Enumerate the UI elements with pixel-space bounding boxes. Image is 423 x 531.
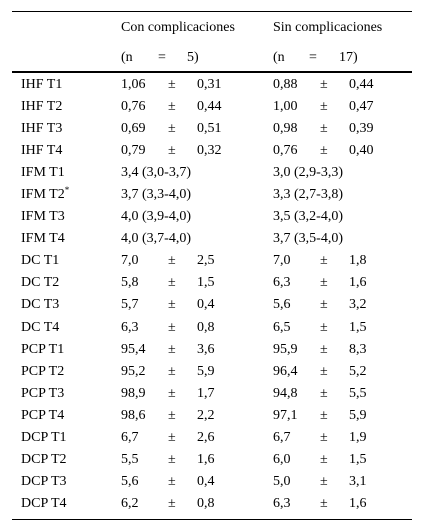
- value: 3,3 (2,7-3,8): [273, 187, 343, 203]
- value: 5,7: [121, 297, 139, 313]
- value-cell-con: [121, 162, 273, 184]
- table-row: [0, 272, 423, 294]
- value: 7,0: [273, 253, 291, 269]
- plus-minus: ±: [320, 99, 328, 115]
- row-label-text: DC T4: [21, 319, 60, 335]
- header-n: [273, 49, 413, 67]
- value: 1,8: [349, 253, 367, 269]
- header-n: [121, 49, 273, 67]
- plus-minus: ±: [320, 297, 328, 313]
- value-cell-sin: [273, 74, 413, 96]
- value-cell-sin: [273, 493, 413, 515]
- plus-minus: ±: [168, 363, 176, 379]
- row-label: [21, 405, 64, 427]
- value: 3,5 (3,2-4,0): [273, 209, 343, 225]
- value-cell-sin: [273, 118, 413, 140]
- plus-minus: ±: [168, 495, 176, 511]
- value-cell-sin: [273, 272, 413, 294]
- header-title: Con complicaciones: [121, 20, 235, 35]
- value: 1,9: [349, 429, 367, 445]
- value: 0,39: [349, 121, 374, 137]
- row-label: [21, 317, 59, 339]
- row-label-text: PCP T2: [21, 363, 65, 379]
- row-label: [21, 184, 69, 206]
- value: 0,76: [273, 143, 298, 159]
- value-cell-con: [121, 250, 273, 272]
- header-n-part: =: [309, 50, 317, 65]
- value: 6,7: [273, 429, 291, 445]
- plus-minus: ±: [168, 253, 176, 269]
- value: 0,98: [273, 121, 298, 137]
- table-row: [0, 250, 423, 272]
- value-cell-sin: [273, 294, 413, 316]
- value: 6,3: [273, 275, 291, 291]
- value-cell-sin: [273, 427, 413, 449]
- plus-minus: ±: [320, 473, 328, 489]
- value: 1,6: [197, 451, 215, 467]
- value: 1,5: [197, 275, 215, 291]
- row-label: [21, 449, 67, 471]
- value: 2,6: [197, 429, 215, 445]
- table-row: [0, 383, 423, 405]
- row-label: [21, 339, 64, 361]
- value: 3,1: [349, 473, 367, 489]
- value-cell-sin: [273, 250, 413, 272]
- value: 6,3: [121, 319, 139, 335]
- plus-minus: ±: [168, 275, 176, 291]
- value: 1,7: [197, 385, 215, 401]
- table-row: [0, 74, 423, 96]
- value: 4,0 (3,7-4,0): [121, 231, 191, 247]
- value: 5,2: [349, 363, 367, 379]
- value: 5,9: [349, 407, 367, 423]
- table-row: [0, 339, 423, 361]
- value: 94,8: [273, 385, 298, 401]
- header-rule: [12, 71, 412, 73]
- value: 0,44: [349, 77, 374, 92]
- row-label-text: IHF T4: [21, 143, 63, 159]
- value: 3,4 (3,0-3,7): [121, 165, 191, 181]
- value-cell-con: [121, 317, 273, 339]
- table-row: [0, 449, 423, 471]
- table-bottom-rule: [12, 519, 412, 520]
- plus-minus: ±: [168, 341, 176, 357]
- plus-minus: ±: [168, 99, 176, 115]
- header-title: Sin complicaciones: [273, 20, 383, 35]
- plus-minus: ±: [320, 121, 328, 137]
- row-label-text: IFM T3: [21, 209, 65, 225]
- value-cell-sin: [273, 405, 413, 427]
- table-row: [0, 118, 423, 140]
- value: 1,6: [349, 495, 367, 511]
- row-label: [21, 140, 62, 162]
- value: 6,7: [121, 429, 139, 445]
- value-cell-sin: [273, 339, 413, 361]
- row-label-text: IHF T1: [21, 77, 63, 92]
- row-label: [21, 471, 67, 493]
- row-label-text: IFM T4: [21, 231, 65, 247]
- plus-minus: ±: [320, 319, 328, 335]
- table-row: [0, 294, 423, 316]
- value-cell-sin: [273, 96, 413, 118]
- row-label: [21, 228, 65, 250]
- value: 1,5: [349, 451, 367, 467]
- row-label: [21, 250, 59, 272]
- header-n-part: =: [158, 50, 166, 65]
- value: 3,7 (3,5-4,0): [273, 231, 343, 247]
- row-label: [21, 493, 67, 515]
- row-label: [21, 427, 67, 449]
- value-cell-sin: [273, 140, 413, 162]
- value: 0,47: [349, 99, 374, 115]
- value-cell-sin: [273, 184, 413, 206]
- value: 0,44: [197, 99, 222, 115]
- plus-minus: ±: [168, 451, 176, 467]
- plus-minus: ±: [320, 495, 328, 511]
- value: 5,6: [273, 297, 291, 313]
- value-cell-con: [121, 118, 273, 140]
- table-row: [0, 471, 423, 493]
- value: 5,5: [349, 385, 367, 401]
- value-cell-con: [121, 184, 273, 206]
- row-label-text: DCP T4: [21, 495, 67, 511]
- table-top-rule: [12, 11, 412, 12]
- value: 0,32: [197, 143, 222, 159]
- value-cell-sin: [273, 361, 413, 383]
- plus-minus: ±: [168, 297, 176, 313]
- value: 0,79: [121, 143, 146, 159]
- value: 3,6: [197, 341, 215, 357]
- row-label-text: DCP T2: [21, 451, 67, 467]
- value-cell-con: [121, 427, 273, 449]
- plus-minus: ±: [168, 429, 176, 445]
- table-row: [0, 405, 423, 427]
- table-row: [0, 228, 423, 250]
- plus-minus: ±: [168, 319, 176, 335]
- plus-minus: ±: [320, 385, 328, 401]
- value-cell-con: [121, 405, 273, 427]
- value-cell-sin: [273, 228, 413, 250]
- value-cell-sin: [273, 449, 413, 471]
- table-row: [0, 206, 423, 228]
- row-label-text: DC T1: [21, 253, 60, 269]
- row-label: [21, 74, 62, 96]
- value: 6,2: [121, 495, 139, 511]
- value: 0,31: [197, 77, 222, 92]
- value: 1,00: [273, 99, 298, 115]
- plus-minus: ±: [168, 385, 176, 401]
- row-label-text: DCP T3: [21, 473, 67, 489]
- value-cell-con: [121, 228, 273, 250]
- row-label-text: DC T3: [21, 297, 60, 313]
- value-cell-con: [121, 449, 273, 471]
- row-label: [21, 206, 65, 228]
- value: 3,2: [349, 297, 367, 313]
- value-cell-sin: [273, 206, 413, 228]
- value: 95,4: [121, 341, 146, 357]
- value-cell-con: [121, 206, 273, 228]
- row-label: [21, 96, 62, 118]
- plus-minus: ±: [320, 429, 328, 445]
- plus-minus: ±: [320, 451, 328, 467]
- plus-minus: ±: [320, 275, 328, 291]
- row-label: [21, 162, 65, 184]
- table-row: [0, 140, 423, 162]
- row-label-text: PCP T1: [21, 341, 65, 357]
- value: 0,40: [349, 143, 374, 159]
- value-cell-con: [121, 140, 273, 162]
- value: 6,0: [273, 451, 291, 467]
- value: 95,2: [121, 363, 146, 379]
- value: 95,9: [273, 341, 298, 357]
- table-row: [0, 361, 423, 383]
- row-label-text: IFM T1: [21, 165, 65, 181]
- value: 2,5: [197, 253, 215, 269]
- value: 5,5: [121, 451, 139, 467]
- value: 3,7 (3,3-4,0): [121, 187, 191, 203]
- row-label: [21, 361, 64, 383]
- plus-minus: ±: [168, 121, 176, 137]
- row-label-text: DCP T1: [21, 429, 67, 445]
- header-n-part: (n: [273, 50, 285, 65]
- value-cell-con: [121, 361, 273, 383]
- value: 98,9: [121, 385, 146, 401]
- value-cell-con: [121, 493, 273, 515]
- value: 0,4: [197, 297, 215, 313]
- value-cell-con: [121, 74, 273, 96]
- value-cell-con: [121, 294, 273, 316]
- value-cell-con: [121, 96, 273, 118]
- value: 4,0 (3,9-4,0): [121, 209, 191, 225]
- plus-minus: ±: [320, 143, 328, 159]
- value: 5,6: [121, 473, 139, 489]
- footnote-marker: *: [64, 185, 70, 196]
- value: 5,9: [197, 363, 215, 379]
- header-n-part: (n: [121, 50, 133, 65]
- value-cell-sin: [273, 317, 413, 339]
- value-cell-con: [121, 383, 273, 405]
- value: 1,6: [349, 275, 367, 291]
- value: 0,51: [197, 121, 222, 137]
- value: 0,69: [121, 121, 146, 137]
- row-label: [21, 383, 64, 405]
- header-n-part: 5): [187, 50, 199, 65]
- plus-minus: ±: [168, 407, 176, 423]
- table-row: [0, 427, 423, 449]
- value: 8,3: [349, 341, 367, 357]
- value-cell-con: [121, 272, 273, 294]
- plus-minus: ±: [320, 363, 328, 379]
- value: 0,4: [197, 473, 215, 489]
- table-body: [0, 74, 423, 515]
- table-row: [0, 184, 423, 206]
- value: 0,8: [197, 319, 215, 335]
- value: 1,06: [121, 77, 146, 92]
- row-label: [21, 294, 59, 316]
- plus-minus: ±: [168, 473, 176, 489]
- header-n-part: 17): [339, 50, 358, 65]
- row-label-text: PCP T4: [21, 407, 65, 423]
- value-cell-con: [121, 339, 273, 361]
- table-row: [0, 317, 423, 339]
- value: 98,6: [121, 407, 146, 423]
- value: 6,3: [273, 495, 291, 511]
- value: 7,0: [121, 253, 139, 269]
- row-label: [21, 272, 59, 294]
- value: 2,2: [197, 407, 215, 423]
- value: 0,76: [121, 99, 146, 115]
- plus-minus: ±: [320, 407, 328, 423]
- value-cell-con: [121, 471, 273, 493]
- value: 96,4: [273, 363, 298, 379]
- plus-minus: ±: [168, 77, 176, 92]
- row-label-text: IHF T3: [21, 121, 63, 137]
- row-label-text: PCP T3: [21, 385, 65, 401]
- value: 1,5: [349, 319, 367, 335]
- row-label: [21, 118, 62, 140]
- value: 3,0 (2,9-3,3): [273, 165, 343, 181]
- value-cell-sin: [273, 383, 413, 405]
- value: 0,88: [273, 77, 298, 92]
- value: 5,0: [273, 473, 291, 489]
- value: 5,8: [121, 275, 139, 291]
- value-cell-sin: [273, 471, 413, 493]
- table-row: [0, 493, 423, 515]
- plus-minus: ±: [320, 253, 328, 269]
- plus-minus: ±: [168, 143, 176, 159]
- row-label-text: IFM T2: [21, 187, 65, 203]
- row-label-text: DC T2: [21, 275, 60, 291]
- row-label-text: IHF T2: [21, 99, 63, 115]
- table-row: [0, 96, 423, 118]
- plus-minus: ±: [320, 77, 328, 92]
- value-cell-sin: [273, 162, 413, 184]
- value: 0,8: [197, 495, 215, 511]
- value: 6,5: [273, 319, 291, 335]
- value: 97,1: [273, 407, 298, 423]
- plus-minus: ±: [320, 341, 328, 357]
- table-row: [0, 162, 423, 184]
